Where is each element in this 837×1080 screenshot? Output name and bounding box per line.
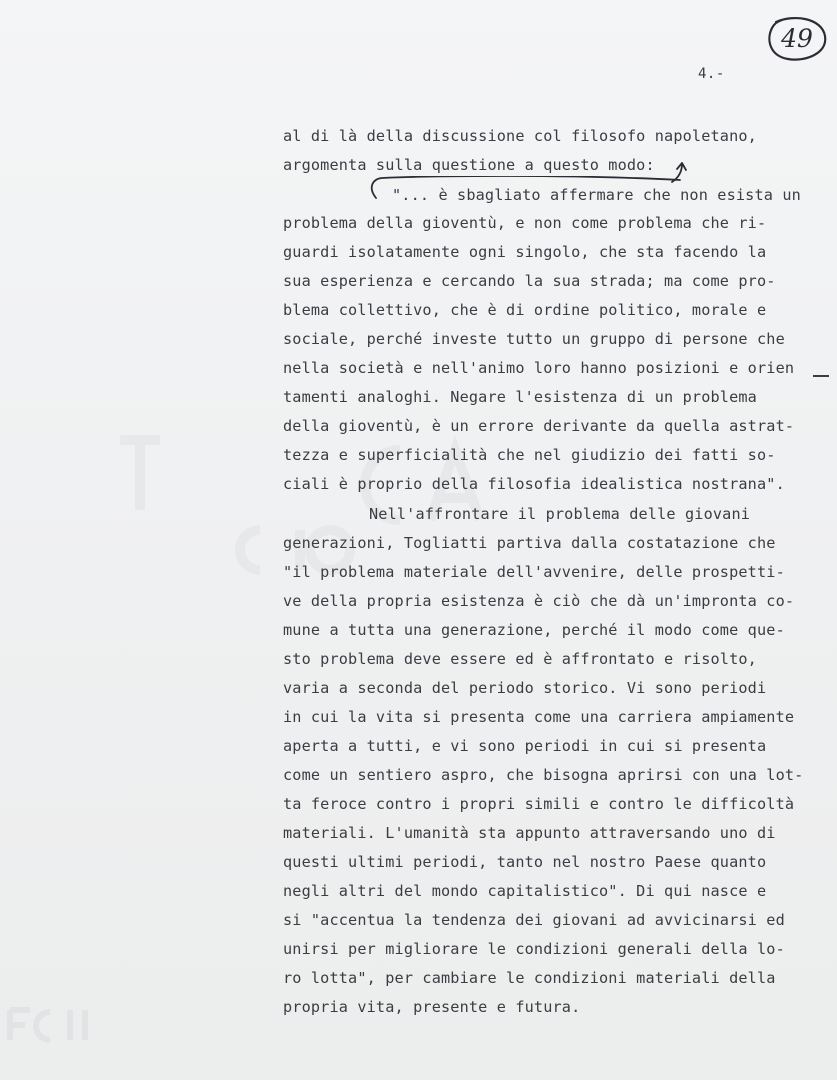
text-line: aperta a tutti, e vi sono periodi in cui si presenta: [283, 737, 767, 755]
text-line: materiali. L'umanità sta appunto attraversando uno di: [283, 824, 776, 842]
text-line: ciali è proprio della filosofia idealistica nostrana".: [283, 475, 785, 493]
text-line: sto problema deve essere ed è affrontato e risolto,: [283, 650, 757, 668]
text-line: nella società e nell'animo loro hanno posizioni e orien: [283, 359, 795, 377]
text-line: unirsi per migliorare le condizioni generali della lo-: [283, 940, 785, 958]
text-line: tezza e superficialità che nel giudizio dei fatti so-: [283, 446, 776, 464]
text-line: Nell'affrontare il problema delle giovani: [369, 505, 751, 523]
text-line: ta feroce contro i propri simili e contro le difficoltà: [283, 795, 795, 813]
text-line: questi ultimi periodi, tanto nel nostro Paese quanto: [283, 853, 767, 871]
text-line: sua esperienza e cercando la sua strada; ma come pro-: [283, 272, 776, 290]
text-line: in cui la vita si presenta come una carriera ampiamente: [283, 708, 795, 726]
text-line: varia a seconda del periodo storico. Vi sono periodi: [283, 679, 767, 697]
handwritten-bracket-icon: [364, 176, 684, 204]
text-line: della gioventù, è un errore derivante da quella astrat-: [283, 417, 795, 435]
faded-stamp: [0, 1000, 120, 1070]
text-line: ve della propria esistenza è ciò che dà un'impronta co-: [283, 592, 795, 610]
text-line: come un sentiero aspro, che bisogna aprirsi con una lot-: [283, 766, 804, 784]
text-line: negli altri del mondo capitalistico". Di qui nasce e: [283, 882, 767, 900]
text-line: sociale, perché investe tutto un gruppo di persone che: [283, 330, 785, 348]
text-line: argomenta sulla questione a questo modo:: [283, 156, 655, 174]
text-line: ro lotta", per cambiare le condizioni materiali della: [283, 969, 776, 987]
text-line: blema collettivo, che è di ordine politico, morale e: [283, 301, 767, 319]
text-line: mune a tutta una generazione, perché il modo come que-: [283, 621, 785, 639]
text-line: al di là della discussione col filosofo napoletano,: [283, 127, 757, 145]
page-number: 4.-: [698, 66, 725, 82]
watermark-bleedthrough: [100, 420, 500, 580]
text-line: si "accentua la tendenza dei giovani ad avvicinarsi ed: [283, 911, 785, 929]
folio-number-stamp: [764, 14, 830, 64]
text-line: propria vita, presente e futura.: [283, 998, 581, 1016]
text-line: "il problema materiale dell'avvenire, delle prospetti-: [283, 563, 785, 581]
text-line: "... è sbagliato affermare che non esista un: [392, 186, 801, 204]
underline-mark: [813, 375, 829, 377]
text-line: guardi isolatamente ogni singolo, che sta facendo la: [283, 243, 767, 261]
text-line: generazioni, Togliatti partiva dalla costatazione che: [283, 534, 776, 552]
text-line: tamenti analoghi. Negare l'esistenza di un problema: [283, 388, 757, 406]
text-line: problema della gioventù, e non come problema che ri-: [283, 214, 767, 232]
folio-number: 49: [781, 24, 813, 53]
